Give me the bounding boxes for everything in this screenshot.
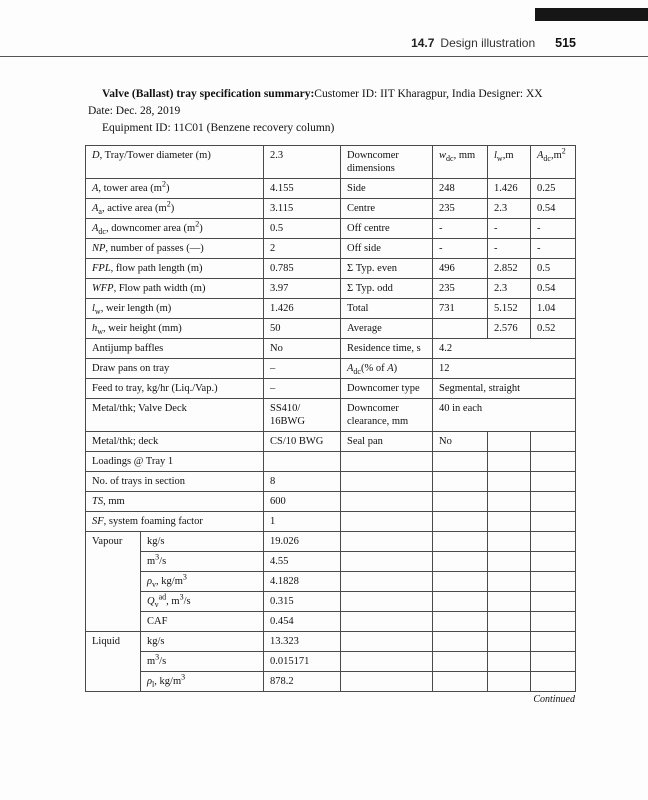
table-cell: Downcomer clearance, mm (341, 399, 433, 432)
table-cell: 878.2 (264, 672, 341, 692)
table-cell: 600 (264, 492, 341, 512)
table-cell: Downcomer type (341, 379, 433, 399)
table-cell (341, 572, 433, 592)
table-row (86, 219, 576, 239)
table-cell (531, 612, 576, 632)
table-cell: $A_{dc}(\%$ of A) (341, 359, 433, 379)
table-cell: $\rho_v$, $kg/m^3$ (141, 572, 264, 592)
table-cell: SF, system foaming factor (86, 512, 264, 532)
header-rule (0, 56, 648, 57)
table-cell: 2 (264, 239, 341, 259)
table-cell (433, 552, 488, 572)
table-cell: NP, number of passes (—) (86, 239, 264, 259)
table-cell: – (264, 379, 341, 399)
table-cell (341, 612, 433, 632)
table-row (86, 592, 576, 612)
table-cell: Metal/thk; deck (86, 432, 264, 452)
table-cell: 1.04 (531, 299, 576, 319)
table-cell (433, 472, 488, 492)
intro-customer: Customer ID: IIT Kharagpur, India Designer: XX (314, 88, 543, 100)
table-cell (341, 652, 433, 672)
table-row (86, 672, 576, 692)
table-cell: $\rho_l$, $kg/m^3$ (141, 672, 264, 692)
tray-spec-table (85, 145, 576, 692)
table-cell (433, 532, 488, 552)
table-cell (531, 632, 576, 652)
table-cell: 235 (433, 279, 488, 299)
table-cell (531, 452, 576, 472)
table-cell (531, 492, 576, 512)
table-cell (488, 592, 531, 612)
table-cell: - (488, 219, 531, 239)
table-cell: Feed to tray, kg/hr (Liq./Vap.) (86, 379, 264, 399)
table-cell (341, 512, 433, 532)
table-cell (531, 472, 576, 492)
table-row (86, 532, 576, 552)
table-cell: CS/10 BWG (264, 432, 341, 452)
table-cell: 0.315 (264, 592, 341, 612)
table-cell: 0.52 (531, 319, 576, 339)
table-cell: 0.54 (531, 279, 576, 299)
intro-paragraph (88, 86, 576, 120)
table-cell (433, 652, 488, 672)
table-cell (433, 572, 488, 592)
intro-date: Date: Dec. 28, 2019 (88, 105, 181, 117)
table-cell: 8 (264, 472, 341, 492)
table-cell (433, 672, 488, 692)
table-row (86, 239, 576, 259)
table-cell (531, 552, 576, 572)
table-cell: $Q_v^{ad}$, $m^3/s$ (141, 592, 264, 612)
table-cell: 0.015171 (264, 652, 341, 672)
running-head (0, 36, 576, 50)
table-cell (531, 652, 576, 672)
table-cell: $A_{dc}$, downcomer area $(m^2)$ (86, 219, 264, 239)
table-cell: 1.426 (488, 179, 531, 199)
table-cell: $m^3/s$ (141, 552, 264, 572)
table-cell: D, Tray/Tower diameter (m) (86, 146, 264, 179)
table-cell: Off centre (341, 219, 433, 239)
table-cell: - (488, 239, 531, 259)
table-cell: 2.852 (488, 259, 531, 279)
table-cell: Loadings @ Tray 1 (86, 452, 264, 472)
table-cell: 50 (264, 319, 341, 339)
table-cell: 0.5 (264, 219, 341, 239)
table-cell (341, 532, 433, 552)
table-cell (488, 532, 531, 552)
table-cell: SS410/ 16BWG (264, 399, 341, 432)
table-row (86, 572, 576, 592)
table-cell (488, 632, 531, 652)
table-cell (341, 672, 433, 692)
table-cell: - (433, 219, 488, 239)
table-cell (433, 492, 488, 512)
table-cell: 496 (433, 259, 488, 279)
table-cell: Metal/thk; Valve Deck (86, 399, 264, 432)
table-cell: 4.55 (264, 552, 341, 572)
table-cell: A, tower area $(m^2)$ (86, 179, 264, 199)
table-row (86, 279, 576, 299)
equipment-line: Equipment ID: 11C01 (Benzene recovery column) (102, 122, 335, 134)
table-cell: 4.155 (264, 179, 341, 199)
intro-lead: Valve (Ballast) tray specification summary: (102, 88, 315, 100)
table-row (86, 399, 576, 432)
table-cell: Off side (341, 239, 433, 259)
table-cell (488, 652, 531, 672)
table-cell: 3.97 (264, 279, 341, 299)
table-cell (488, 492, 531, 512)
table-cell: No (264, 339, 341, 359)
table-cell: 2.3 (488, 279, 531, 299)
table-cell: 731 (433, 299, 488, 319)
table-row (86, 299, 576, 319)
table-cell: Average (341, 319, 433, 339)
section-number: 14.7 (411, 36, 435, 50)
table-cell: 1 (264, 512, 341, 532)
table-row (86, 359, 576, 379)
table-row (86, 612, 576, 632)
table-cell (264, 452, 341, 472)
table-cell: Segmental, straight (433, 379, 576, 399)
table-cell: 1.426 (264, 299, 341, 319)
table-cell: Vapour (86, 532, 141, 632)
table-cell (531, 532, 576, 552)
table-cell: Downcomer dimensions (341, 146, 433, 179)
table-cell: $h_w$, weir height (mm) (86, 319, 264, 339)
table-cell (488, 452, 531, 472)
table-cell: $m^3/s$ (141, 652, 264, 672)
table-cell: 12 (433, 359, 576, 379)
table-cell: - (531, 219, 576, 239)
continued-note: Continued (533, 694, 575, 705)
table-cell: kg/s (141, 632, 264, 652)
table-cell: $A_a$, active area $(m^2)$ (86, 199, 264, 219)
table-cell: 248 (433, 179, 488, 199)
table-cell: 0.454 (264, 612, 341, 632)
section-title: Design illustration (440, 36, 536, 50)
table-cell: WFP, Flow path width (m) (86, 279, 264, 299)
table-row (86, 339, 576, 359)
table-row (86, 146, 576, 179)
table-cell: kg/s (141, 532, 264, 552)
table-row (86, 452, 576, 472)
table-cell: 0.785 (264, 259, 341, 279)
table-cell (433, 319, 488, 339)
table-cell: FPL, flow path length (m) (86, 259, 264, 279)
table-cell: 19.026 (264, 532, 341, 552)
table-cell (531, 672, 576, 692)
table-cell (341, 492, 433, 512)
table-cell: Centre (341, 199, 433, 219)
table-cell: Draw pans on tray (86, 359, 264, 379)
table-cell: 40 in each (433, 399, 576, 432)
table-row (86, 199, 576, 219)
table-cell (488, 612, 531, 632)
table-cell: - (433, 239, 488, 259)
table-cell (488, 672, 531, 692)
table-cell (433, 592, 488, 612)
table-cell (433, 512, 488, 532)
table-cell: Σ Typ. even (341, 259, 433, 279)
table-row (86, 319, 576, 339)
table-cell (341, 592, 433, 612)
table-cell: Σ Typ. odd (341, 279, 433, 299)
table-row (86, 632, 576, 652)
table-row (86, 652, 576, 672)
table-cell: – (264, 359, 341, 379)
page-edge-tab (535, 8, 648, 21)
table-cell: 4.1828 (264, 572, 341, 592)
table-cell: 5.152 (488, 299, 531, 319)
table-row (86, 432, 576, 452)
table-cell: Antijump baffles (86, 339, 264, 359)
table-cell (488, 512, 531, 532)
table-cell: 3.115 (264, 199, 341, 219)
table-row (86, 512, 576, 532)
table-cell (531, 512, 576, 532)
table-cell: $l_w,m$ (488, 146, 531, 179)
table-cell: $A_{dc},m^2$ (531, 146, 576, 179)
table-cell (341, 472, 433, 492)
table-row (86, 472, 576, 492)
table-cell (433, 452, 488, 472)
table-cell (488, 432, 531, 452)
table-cell: 2.576 (488, 319, 531, 339)
table-cell (488, 552, 531, 572)
table-cell: $l_w$, weir length (m) (86, 299, 264, 319)
table-cell (341, 632, 433, 652)
table-cell: Seal pan (341, 432, 433, 452)
table-cell: 2.3 (488, 199, 531, 219)
table-cell: 0.54 (531, 199, 576, 219)
table-cell (433, 632, 488, 652)
table-cell: $w_{dc}$, mm (433, 146, 488, 179)
table-cell (433, 612, 488, 632)
table-cell (341, 452, 433, 472)
table-cell: TS, mm (86, 492, 264, 512)
table-cell: Total (341, 299, 433, 319)
table-cell (531, 572, 576, 592)
table-cell: 0.25 (531, 179, 576, 199)
table-cell (531, 592, 576, 612)
table-cell: 13.323 (264, 632, 341, 652)
table-cell (488, 572, 531, 592)
table-cell: Liquid (86, 632, 141, 692)
table-cell (531, 432, 576, 452)
table-cell: - (531, 239, 576, 259)
table-cell: No. of trays in section (86, 472, 264, 492)
table-cell: 4.2 (433, 339, 576, 359)
page-number: 515 (555, 36, 576, 50)
table-cell: Side (341, 179, 433, 199)
table-cell: Residence time, s (341, 339, 433, 359)
table-row (86, 492, 576, 512)
table-cell: 0.5 (531, 259, 576, 279)
table-cell: No (433, 432, 488, 452)
table-cell: 2.3 (264, 146, 341, 179)
table-row (86, 179, 576, 199)
table-cell: CAF (141, 612, 264, 632)
table-row (86, 552, 576, 572)
table-cell: 235 (433, 199, 488, 219)
table-row (86, 379, 576, 399)
table-cell (341, 552, 433, 572)
table-cell (488, 472, 531, 492)
table-row (86, 259, 576, 279)
